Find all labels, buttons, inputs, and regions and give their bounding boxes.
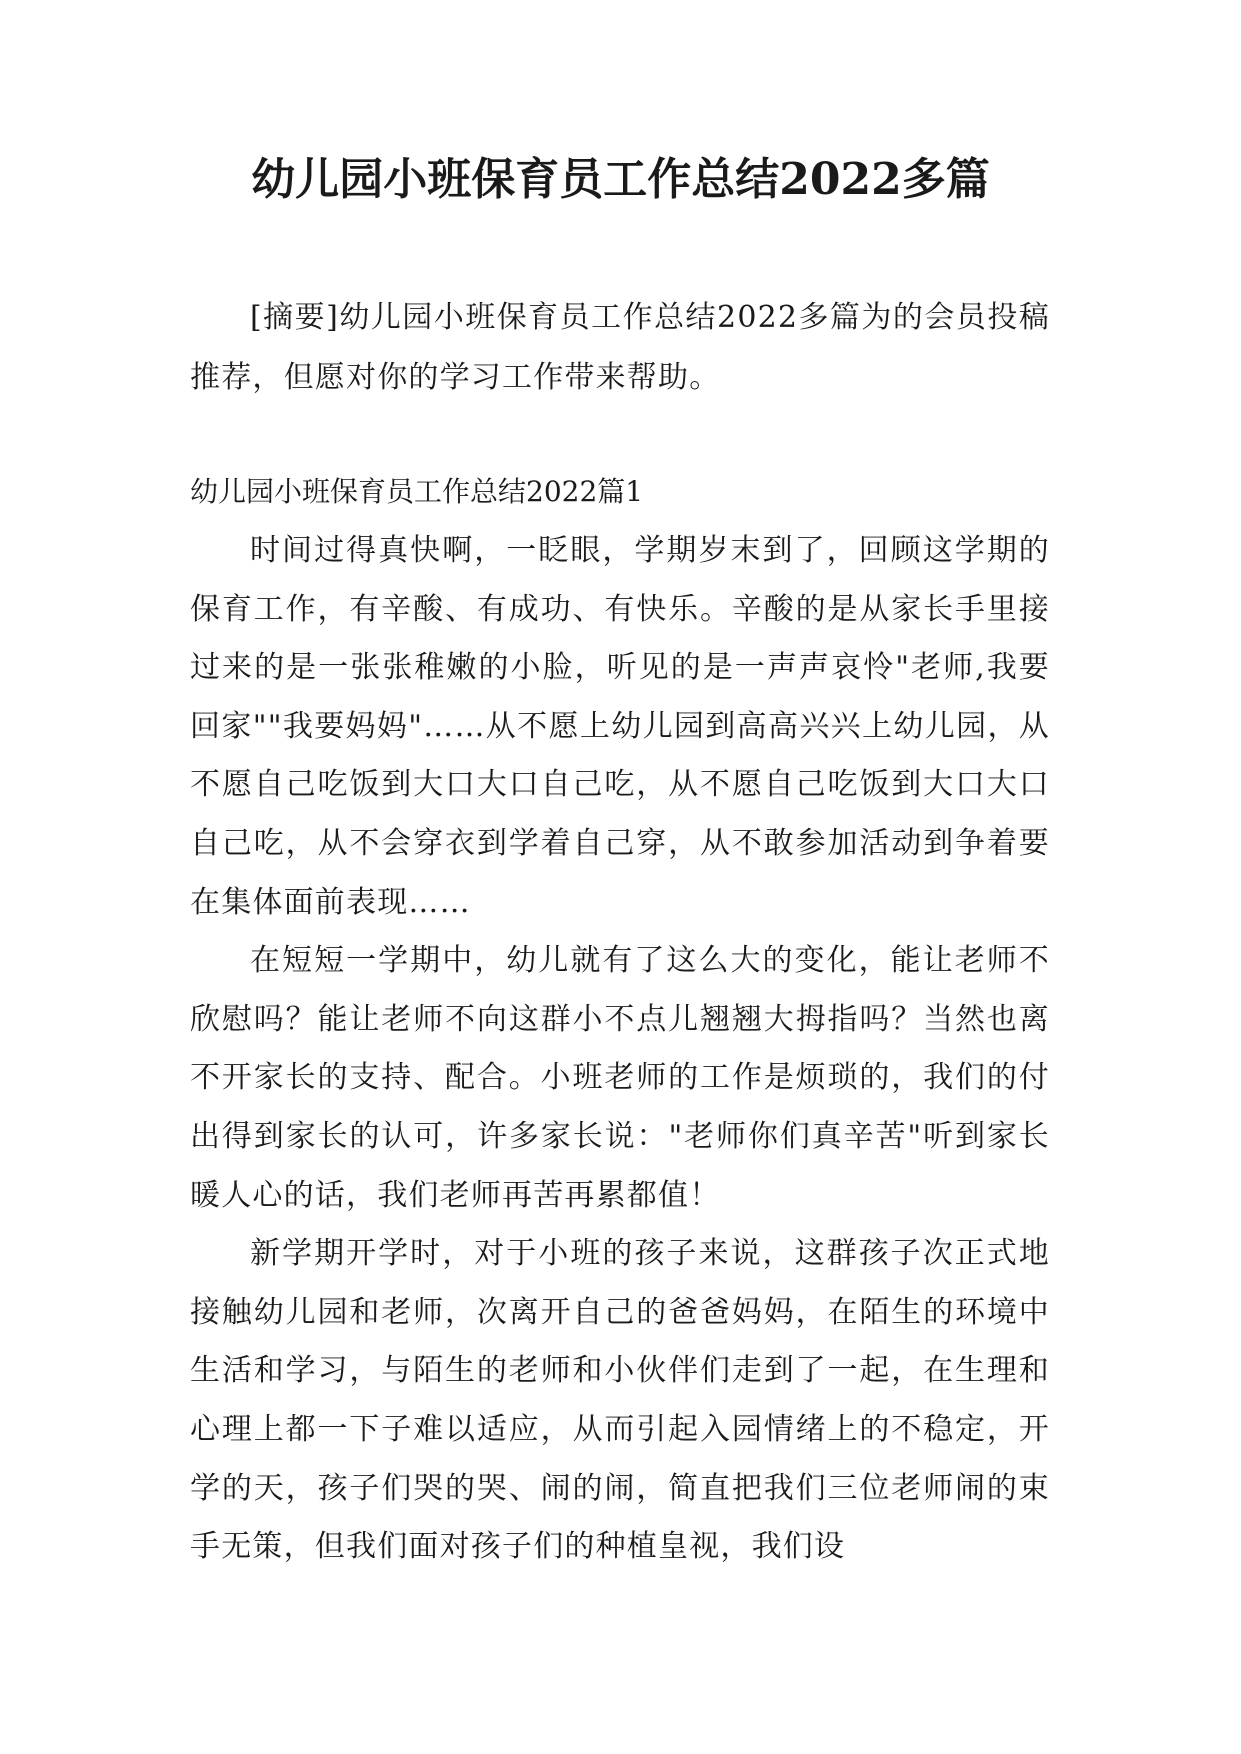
body-paragraph: 新学期开学时，对于小班的孩子来说，这群孩子次正式地接触幼儿园和老师，次离开自己的爸爸妈妈，在陌生的环境中生活和学习，与陌生的老师和小伙伴们走到了一起，在生理和心理上都一下子难以适应，从而引起入园情绪上的不稳定，开学的天，孩子们哭的哭、闹的闹，简直把我们三位老师闹的束手无策，但我们面对孩子们的种植皇视，我们设 xyxy=(190,1236,1050,1565)
document-title: 幼儿园小班保育员工作总结2022多篇 xyxy=(251,154,990,205)
body-paragraph: 时间过得真快啊，一眨眼，学期岁末到了，回顾这学期的保育工作，有辛酸、有成功、有快乐。辛酸的是从家长手里接过来的是一张张稚嫩的小脸，听见的是一声声哀怜"老师,我要回家""我要妈妈"……从不愿上幼儿园到高高兴兴上幼儿园，从不愿自己吃饭到大口大口自己吃，从不愿自己吃饭到大口大口自己吃，从不会穿衣到学着自己穿，从不敢参加活动到争着要在集体面前表现…… xyxy=(190,533,1050,920)
section-body xyxy=(190,522,1050,1577)
body-paragraph: 在短短一学期中，幼儿就有了这么大的变化，能让老师不欣慰吗？能让老师不向这群小不点儿翘翘大拇指吗？当然也离不开家长的支持、配合。小班老师的工作是烦琐的，我们的付出得到家长的认可，许多家长说："老师你们真辛苦"听到家长暖人心的话，我们老师再苦再累都值！ xyxy=(190,943,1050,1213)
abstract-paragraph: [摘要]幼儿园小班保育员工作总结2022多篇为的会员投稿推荐，但愿对你的学习工作带来帮助。 xyxy=(190,300,1050,395)
section-heading: 幼儿园小班保育员工作总结2022篇1 xyxy=(190,475,644,508)
